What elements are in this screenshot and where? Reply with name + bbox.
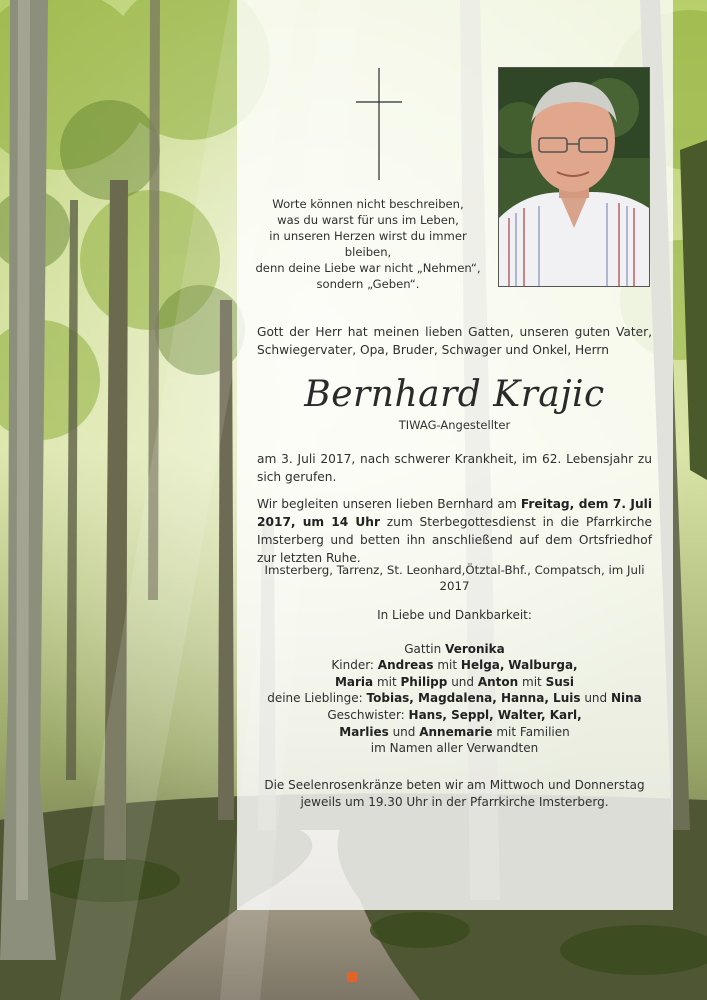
siblings-names: Hans, Seppl, Walter, Karl, — [408, 707, 582, 722]
announcement-intro: Gott der Herr hat meinen lieben Gatten, unseren guten Vater, Schwiegervater, Opa, Bruder, Schwager und Onkel, Herrn — [257, 325, 652, 357]
child-partner-name: Helga, — [460, 658, 505, 673]
quote-line: in unseren Herzen wirst du immer bleiben, — [269, 229, 467, 259]
child-name: Maria — [334, 674, 374, 689]
sibling-name: Annemarie — [419, 724, 493, 739]
grandchild-name: Nina — [610, 691, 642, 706]
service-text-pre: Wir begleiten unseren lieben Bernhard am — [257, 497, 521, 511]
child-name: Walburga, — [508, 658, 578, 673]
service-date: Freitag, dem 7. Juli 2017, um 14 Uhr — [257, 497, 653, 529]
rosary-line: jeweils um 19.30 Uhr in der Pfarrkirche Imsterberg. — [300, 795, 609, 809]
spouse-line — [257, 641, 652, 658]
child-name: Anton — [477, 674, 519, 689]
rosary-notice — [257, 777, 652, 811]
relatives-line: im Namen aller Verwandten — [370, 741, 539, 756]
grandchildren-line — [257, 690, 652, 707]
quote-line: Worte können nicht beschreiben, — [272, 197, 464, 211]
children-label: Kinder: — [331, 658, 374, 673]
cross-icon — [356, 68, 402, 180]
deceased-name: Bernhard Krajic — [304, 374, 605, 415]
death-notice: am 3. Juli 2017, nach schwerer Krankheit, im 62. Lebensjahr zu sich gerufen. — [257, 452, 652, 484]
portrait-photo — [498, 67, 650, 287]
child-partner-name: Susi — [545, 674, 575, 689]
printer-logo-icon — [347, 972, 357, 982]
sibling-name: Marlies — [339, 724, 389, 739]
quote-line: sondern „Geben“. — [316, 277, 420, 291]
print-footer — [0, 972, 707, 982]
funeral-service-text — [257, 495, 652, 567]
grandchildren-label: deine Lieblinge: — [267, 691, 363, 706]
siblings-label: Geschwister: — [327, 707, 405, 722]
children-line-2 — [257, 674, 652, 691]
children-line — [257, 657, 652, 674]
connector-text: und — [584, 691, 608, 706]
child-partner-name: Philipp — [400, 674, 448, 689]
connector-text: und — [392, 724, 416, 739]
deceased-occupation: TIWAG-Angestellter — [398, 418, 511, 432]
spouse-label: Gattin — [404, 641, 442, 656]
connector-text: mit — [522, 674, 542, 689]
family-list — [257, 607, 652, 757]
siblings-suffix: mit Familien — [496, 724, 570, 739]
memorial-quote — [252, 196, 484, 292]
connector-text: mit — [437, 658, 458, 673]
service-text-post: zum Sterbegottesdienst in die Pfarrkirche Imsterberg und betten ihn anschließend auf dem Ortsfriedhof zur letzten Ruhe. — [257, 515, 652, 565]
grandchildren-names: Tobias, Magdalena, Hanna, Luis — [366, 691, 581, 706]
siblings-line — [257, 707, 652, 724]
rosary-line: Die Seelenrosenkränze beten wir am Mittwoch und Donnerstag — [264, 778, 645, 792]
spouse-name: Veronika — [445, 641, 505, 656]
child-name: Andreas — [377, 658, 434, 673]
quote-line: denn deine Liebe war nicht „Nehmen“, — [255, 261, 481, 275]
connector-text: mit — [376, 674, 397, 689]
places-and-date: Imsterberg, Tarrenz, St. Leonhard,Ötztal-Bhf., Compatsch, im Juli 2017 — [264, 563, 645, 593]
connector-text: und — [451, 674, 475, 689]
family-heading: In Liebe und Dankbarkeit: — [377, 608, 532, 622]
quote-line: was du warst für uns im Leben, — [277, 213, 459, 227]
siblings-line-2 — [257, 724, 652, 741]
